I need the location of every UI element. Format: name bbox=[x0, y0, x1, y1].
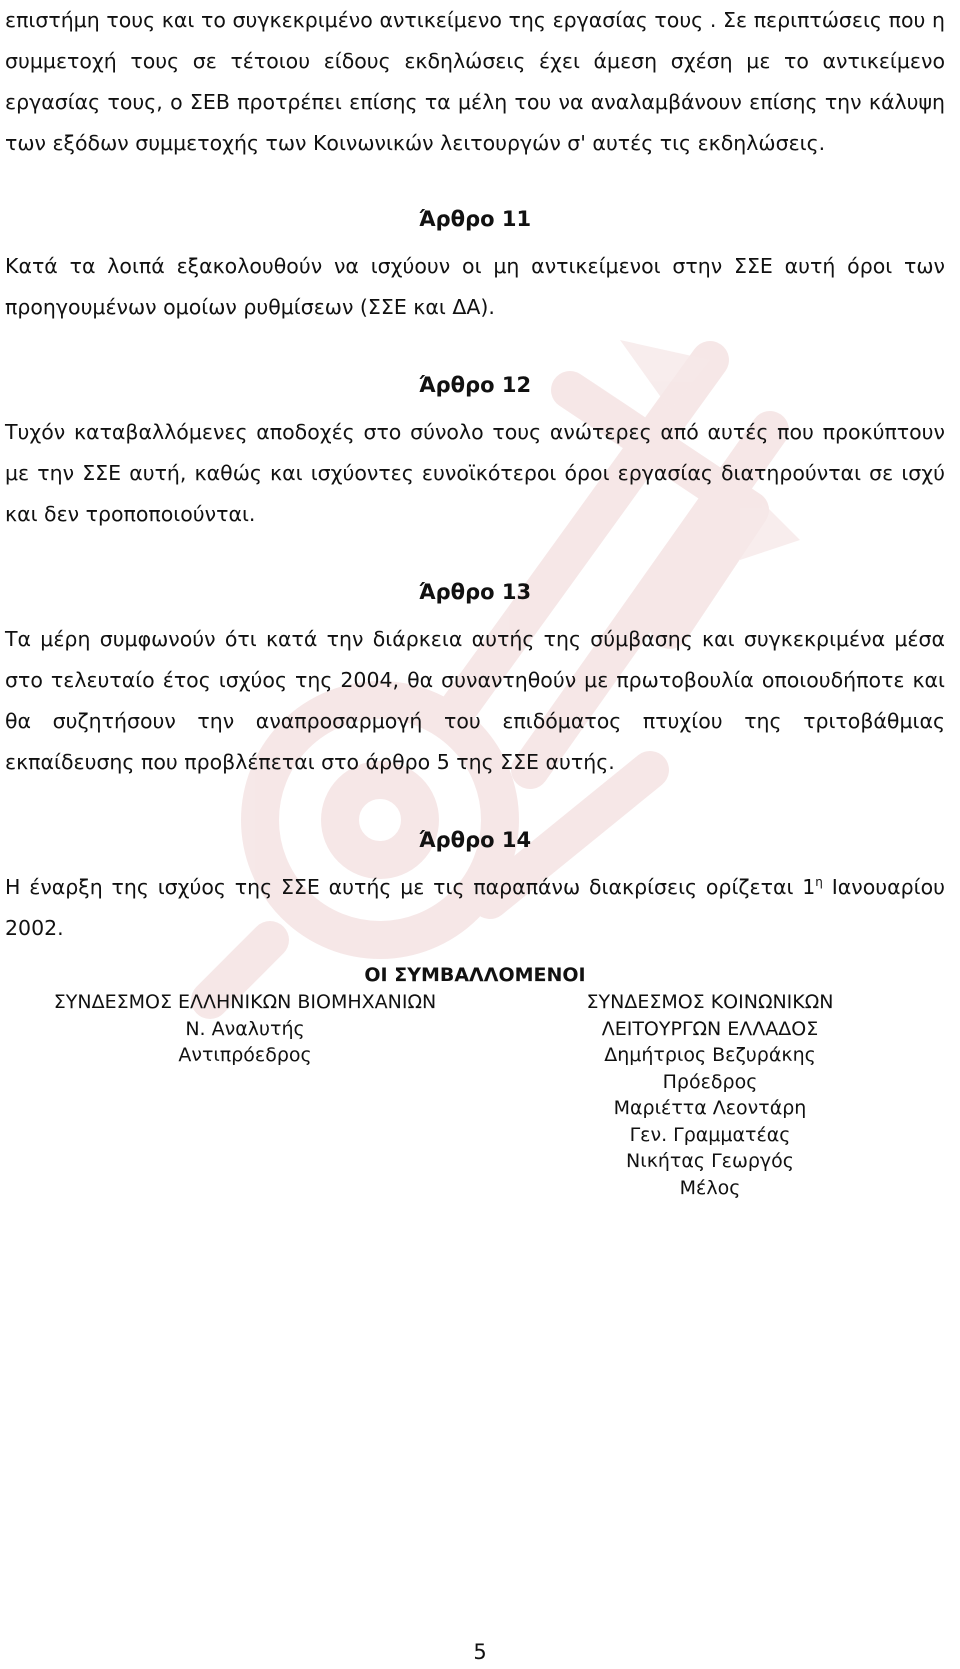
signature-line: Μέλος bbox=[679, 1176, 741, 1199]
signature-line: Γεν. Γραμματέας bbox=[629, 1123, 791, 1146]
article-11-heading: Άρθρο 11 bbox=[418, 207, 532, 231]
signature-line: ΣΥΝΔΕΣΜΟΣ ΕΛΛΗΝΙΚΩΝ ΒΙΟΜΗΧΑΝΙΩΝ bbox=[53, 991, 437, 1013]
article-14-date: Ιανουαρίου 2002. bbox=[5, 875, 945, 940]
signature-line: Ν. Αναλυτής bbox=[185, 1017, 305, 1040]
article-13-text: Τα μέρη συμφωνούν ότι κατά την διάρκεια αυτής της σύμβασης και συγκεκριμένα μέσα στο τελευταίο έτος ισχύος της 2004, θα συναντηθούν με πρωτοβουλία οποιουδήποτε και θα συζητήσουν την αναπροσαρμογή του επιδόματος πτυχίου της τριτοβάθμιας εκπαίδευσης που προβλέπεται στο άρθρο 5 της ΣΣΕ αυτής. bbox=[5, 627, 945, 774]
ordinal-superscript: η bbox=[815, 875, 823, 890]
page-number: 5 bbox=[473, 1640, 487, 1664]
article-14-main: Η έναρξη της ισχύος της ΣΣΕ αυτής με τις παραπάνω διακρίσεις ορίζεται 1 bbox=[5, 875, 816, 899]
signature-line: Μαριέττα Λεοντάρη bbox=[613, 1097, 807, 1119]
signature-line: ΛΕΙΤΟΥΡΓΩΝ ΕΛΛΑΔΟΣ bbox=[601, 1017, 819, 1040]
signature-line: ΣΥΝΔΕΣΜΟΣ ΚΟΙΝΩΝΙΚΩΝ bbox=[586, 991, 834, 1013]
signature-line: Δημήτριος Βεζυράκης bbox=[604, 1044, 816, 1066]
article-14-heading: Άρθρο 14 bbox=[418, 828, 532, 852]
article-12-text: Τυχόν καταβαλλόμενες αποδοχές στο σύνολο τους ανώτερες από αυτές που προκύπτουν με την ΣΣΕ αυτή, καθώς και ισχύοντες ευνοϊκότεροι όροι εργασίας διατηρούνται σε ισχύ και δεν τροποποιούνται. bbox=[5, 420, 945, 526]
signature-line: Νικήτας Γεωργός bbox=[626, 1150, 794, 1172]
article-12-heading: Άρθρο 12 bbox=[418, 373, 532, 397]
signature-line: Πρόεδρος bbox=[662, 1070, 758, 1093]
signature-left bbox=[10, 989, 480, 1201]
intro-paragraph: επιστήμη τους και το συγκεκριμένο αντικείμενο της εργασίας τους . Σε περιπτώσεις που η συμμετοχή τους σε τέτοιου είδους εκδηλώσεις έχει άμεση σχέση με το αντικείμενο εργασίας τους, ο ΣΕΒ προτρέπει επίσης τα μέλη του να αναλαμβάνουν επίσης την κάλυψη των εξόδων συμμετοχής των Κοινωνικών λειτουργών σ' αυτές τις εκδηλώσεις. bbox=[5, 8, 945, 155]
article-11-text: Κατά τα λοιπά εξακολουθούν να ισχύουν οι μη αντικείμενοι στην ΣΣΕ αυτή όροι των προηγουμένων ομοίων ρυθμίσεων (ΣΣΕ και ΔΑ). bbox=[5, 254, 945, 319]
article-13-heading: Άρθρο 13 bbox=[418, 580, 532, 604]
article-14-text bbox=[5, 867, 945, 949]
signature-right bbox=[545, 989, 875, 1201]
signature-line: Αντιπρόεδρος bbox=[178, 1044, 312, 1066]
parties-title: ΟΙ ΣΥΜΒΑΛΛΟΜΕΝΟΙ bbox=[364, 964, 586, 986]
signatures bbox=[5, 989, 945, 1201]
